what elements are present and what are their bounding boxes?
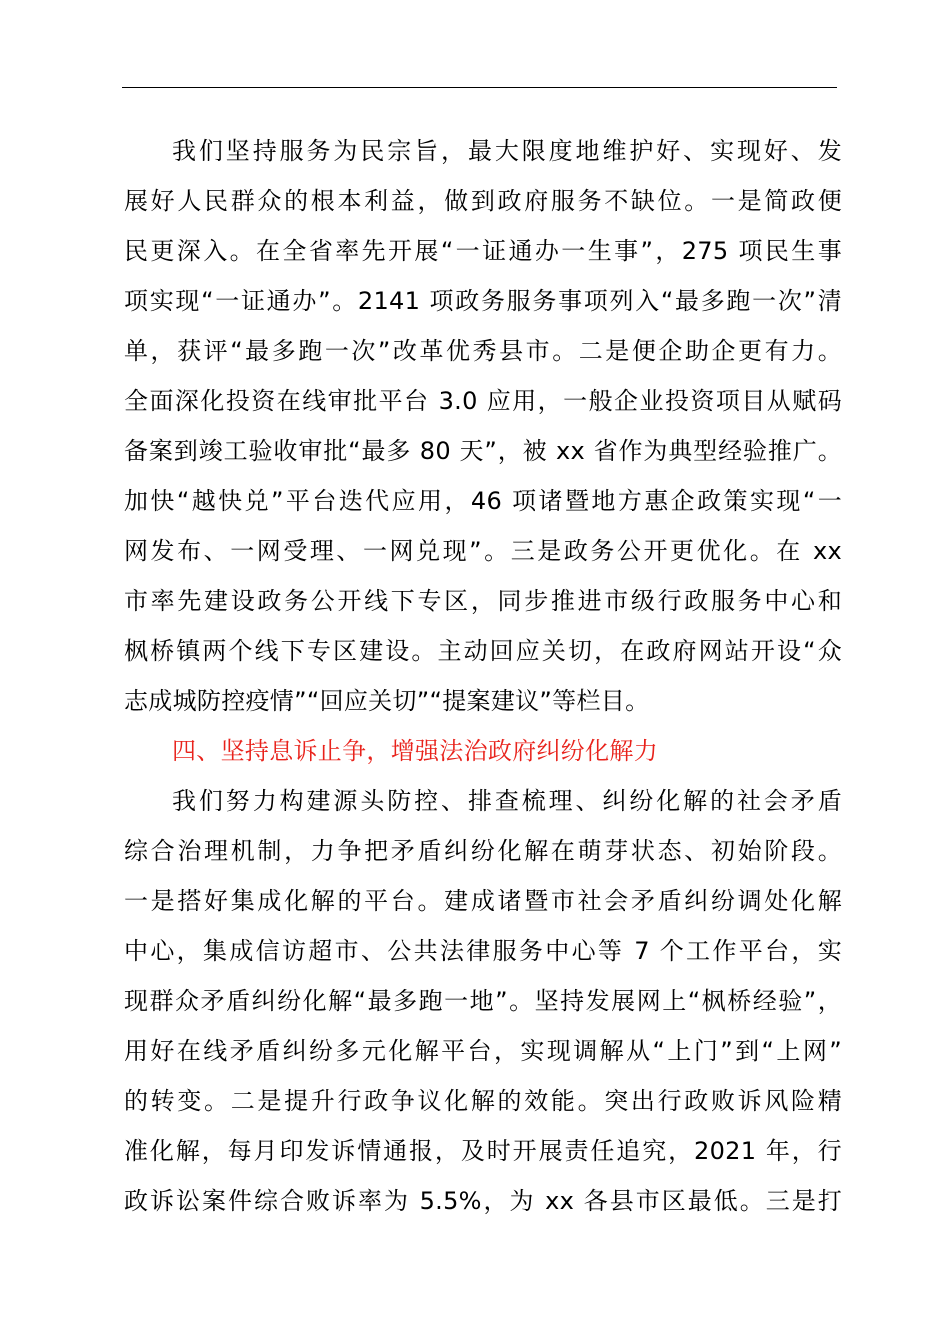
document-body xyxy=(124,126,842,1226)
header-rule xyxy=(122,87,837,88)
text-line: 单，获评“最多跑一次”改革优秀县市。二是便企助企更有力。 xyxy=(124,337,842,365)
text-line: 民更深入。在全省率先开展“一证通办一生事”，275 项民生事 xyxy=(124,237,842,265)
section-heading: 四、坚持息诉止争，增强法治政府纠纷化解力 xyxy=(172,737,658,765)
text-line: 网发布、一网受理、一网兑现”。三是政务公开更优化。在 xx xyxy=(124,537,842,565)
text-line: 一是搭好集成化解的平台。建成诸暨市社会矛盾纠纷调处化解 xyxy=(124,887,842,915)
paragraph-service xyxy=(124,126,842,726)
text-line: 全面深化投资在线审批平台 3.0 应用，一般企业投资项目从赋码 xyxy=(124,387,842,415)
text-line: 项实现“一证通办”。2141 项政务服务事项列入“最多跑一次”清 xyxy=(124,287,842,315)
text-line: 我们坚持服务为民宗旨，最大限度地维护好、实现好、发 xyxy=(172,137,842,165)
text-line: 中心，集成信访超市、公共法律服务中心等 7 个工作平台，实 xyxy=(124,937,842,965)
text-line: 政诉讼案件综合败诉率为 5.5%，为 xx 各县市区最低。三是打 xyxy=(124,1187,842,1215)
text-line: 我们努力构建源头防控、排查梳理、纠纷化解的社会矛盾 xyxy=(172,787,842,815)
text-line: 的转变。二是提升行政争议化解的效能。突出行政败诉风险精 xyxy=(124,1087,842,1115)
text-line: 用好在线矛盾纠纷多元化解平台，实现调解从“上门”到“上网” xyxy=(124,1037,842,1065)
text-line: 备案到竣工验收审批“最多 80 天”，被 xx 省作为典型经验推广。 xyxy=(124,437,842,465)
text-line: 准化解，每月印发诉情通报，及时开展责任追究，2021 年，行 xyxy=(124,1137,842,1165)
text-line: 枫桥镇两个线下专区建设。主动回应关切，在政府网站开设“众 xyxy=(124,637,842,665)
paragraph-dispute-resolution xyxy=(124,776,842,1226)
text-line: 市率先建设政务公开线下专区，同步推进市级行政服务中心和 xyxy=(124,587,842,615)
text-line: 综合治理机制，力争把矛盾纠纷化解在萌芽状态、初始阶段。 xyxy=(124,837,842,865)
text-line: 加快“越快兑”平台迭代应用，46 项诸暨地方惠企政策实现“一 xyxy=(124,487,842,515)
text-line: 展好人民群众的根本利益，做到政府服务不缺位。一是简政便 xyxy=(124,187,842,215)
text-line: 现群众矛盾纠纷化解“最多跑一地”。坚持发展网上“枫桥经验”， xyxy=(124,987,842,1015)
text-line: 志成城防控疫情”“回应关切”“提案建议”等栏目。 xyxy=(124,687,650,715)
